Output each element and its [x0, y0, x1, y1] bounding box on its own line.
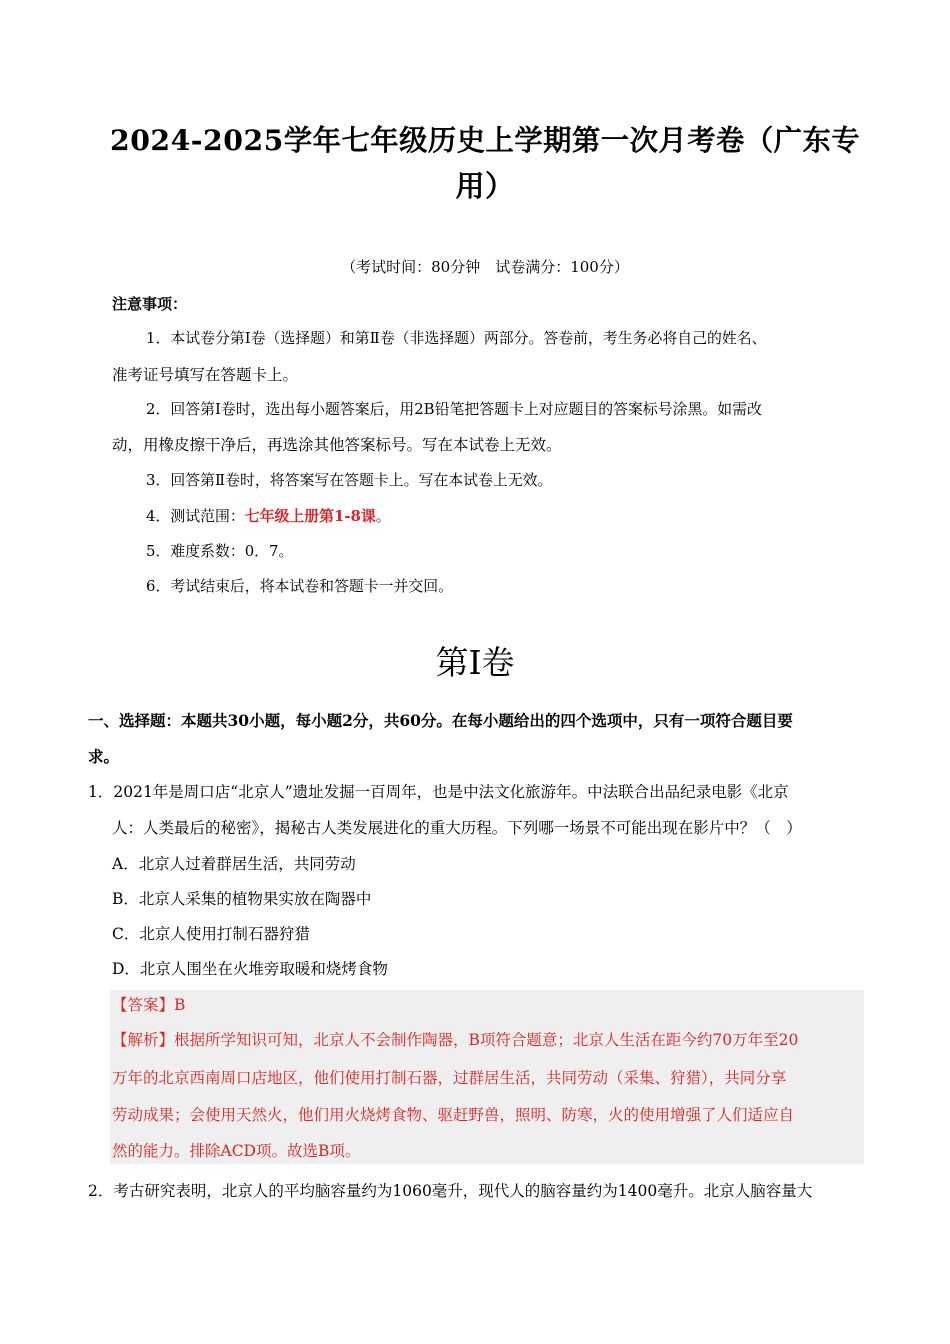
question-1-option-b: B．北京人采集的植物果实放在陶器中	[112, 890, 372, 908]
notice-item-1-line1: 1．本试卷分第Ⅰ卷（选择题）和第Ⅱ卷（非选择题）两部分。答卷前，考生务必将自己的姓名、	[146, 329, 767, 347]
notice-item-1-line2: 准考证号填写在答题卡上。	[112, 366, 299, 384]
notice-item-4-suffix: 。	[375, 507, 391, 525]
notice-heading: 注意事项：	[112, 295, 188, 313]
question-1-option-a: A．北京人过着群居生活，共同劳动	[112, 855, 356, 873]
question-1-analysis-line1: 【解析】根据所学知识可知，北京人不会制作陶器，B项符合题意；北京人生活在距今约70万年至20	[112, 1031, 799, 1049]
notice-item-4	[146, 505, 898, 527]
section-instruction-line2: 求。	[88, 747, 120, 766]
question-1-line2: 人：人类最后的秘密》，揭秘古人类发展进化的重大历程。下列哪一场景不可能出现在影片中？（ ）	[112, 819, 802, 837]
question-1-option-c: C．北京人使用打制石器狩猎	[112, 925, 310, 943]
question-2-line1: 2．考古研究表明，北京人的平均脑容量约为1060毫升，现代人的脑容量约为1400毫升。北京人脑容量大	[88, 1182, 813, 1200]
question-1-analysis-line4: 然的能力。排除ACD项。故选B项。	[112, 1142, 361, 1160]
exam-title-line2: 用）	[455, 169, 515, 203]
section-title: 第Ⅰ卷	[435, 643, 515, 682]
notice-item-6: 6．考试结束后，将本试卷和答题卡一并交回。	[146, 577, 453, 595]
notice-item-5: 5．难度系数：0．7。	[146, 542, 294, 560]
exam-subtitle: （考试时间：80分钟 试卷满分：100分）	[341, 258, 629, 276]
question-1-analysis-line2: 万年的北京西南周口店地区，他们使用打制石器，过群居生活，共同劳动（采集、狩猎），共同分享	[112, 1069, 787, 1087]
notice-item-4-prefix: 4．测试范围：	[146, 507, 245, 525]
notice-item-3: 3．回答第Ⅱ卷时，将答案写在答题卡上。写在本试卷上无效。	[146, 471, 553, 489]
question-1-line1: 1．2021年是周口店“北京人”遗址发掘一百周年，也是中法文化旅游年。中法联合出品纪录电影《北京	[88, 783, 789, 801]
question-1-answer: 【答案】B	[112, 996, 186, 1014]
section-instruction-line1: 一、选择题：本题共30小题，每小题2分，共60分。在每小题给出的四个选项中，只有一项符合题目要	[88, 711, 793, 730]
notice-item-2-line1: 2．回答第Ⅰ卷时，选出每小题答案后，用2B铅笔把答题卡上对应题目的答案标号涂黑。如需改	[146, 400, 762, 418]
question-1-analysis-line3: 劳动成果；会使用天然火，他们用火烧烤食物、驱赶野兽，照明、防寒，火的使用增强了人们适应自	[112, 1106, 795, 1124]
question-1-option-d: D．北京人围坐在火堆旁取暖和烧烤食物	[112, 960, 388, 978]
exam-title-line1: 2024-2025学年七年级历史上学期第一次月考卷（广东专	[110, 123, 861, 157]
test-range-highlight: 七年级上册第1-8课	[244, 507, 376, 525]
notice-item-2-line2: 动，用橡皮擦干净后，再选涂其他答案标号。写在本试卷上无效。	[112, 436, 562, 454]
